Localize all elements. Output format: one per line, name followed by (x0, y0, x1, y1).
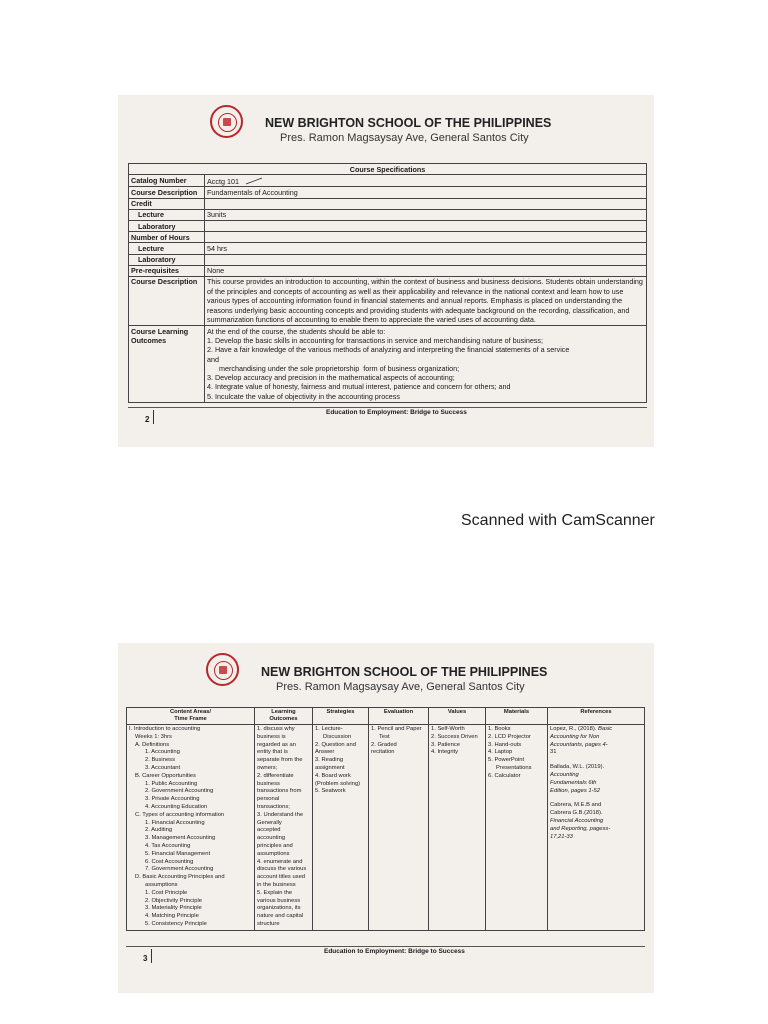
footer-tagline: Education to Employment: Bridge to Success (326, 409, 467, 416)
footer-rule (128, 407, 647, 408)
header-materials: Materials (486, 708, 548, 725)
header-strategies: Strategies (313, 708, 369, 725)
table-row (129, 243, 647, 254)
table-row (129, 198, 647, 209)
table-row (129, 254, 647, 265)
course-specifications-table (128, 163, 647, 403)
school-address: Pres. Ramon Magsaysay Ave, General Santos City (280, 132, 529, 144)
scanned-page-2 (118, 643, 654, 993)
learning-outcomes-label: Course Learning Outcomes (129, 326, 205, 403)
camscanner-watermark: Scanned with CamScanner (461, 512, 655, 529)
header-evaluation: Evaluation (369, 708, 429, 725)
learning-outcomes-list: At the end of the course, the students should be able to: 1. Develop the basic skills in accounting for transactions in service and merchandising nature of business; 2. Have a fair knowledge of the various methods of analyzing and interpreting the financial statements of a service and merchandising under the sole proprietorship form of business organization; 3. Develop accuracy and precision in the mathematical aspects of accounting; 4. Integrate value of honesty, fairness and mutual interest, patience and concern for others; and 5. Inculcate the value of objectivity in the accounting process (205, 326, 647, 403)
school-seal-logo (206, 653, 239, 686)
checkmark-stroke (245, 177, 263, 185)
course-description-text: This course provides an introduction to accounting, within the context of business and business decisions. Students obtain understanding of the principles and concepts of accounting as well as their applicability and relevance in the national context and learn how to use various types of accounting information found in financial statements and annual reports. Emphasis is placed on understanding the reasons underlying basic accounting concepts and providing students with adequate background on the recording, classification, and summarization functions of accounting to enable them to appreciate the varied uses of accounting data. (205, 276, 647, 325)
hours-lecture-value: 54 hrs (205, 243, 647, 254)
hours-lecture-label: Lecture (129, 243, 205, 254)
hours-laboratory-label: Laboratory (129, 254, 205, 265)
references-cell: Lopez, R., (2018). Basic Accounting for Non Accountants, pages 4- 31 Ballada, W.L. (2019). Accounting Fundamentals 6th Edition, pages 1-52 Cabrera, M.E.B and Cabrera G.B.(2018). Financial Accounting and Reporting, pagess- 17,21-33 (548, 725, 645, 931)
footer-rule (126, 946, 645, 947)
scanned-page-1 (118, 95, 654, 447)
content-areas-table (126, 707, 645, 931)
footer-tagline: Education to Employment: Bridge to Success (324, 948, 465, 955)
table-title: Course Specifications (129, 164, 647, 175)
page-number: 3 (143, 954, 148, 963)
credit-lecture-value: 3units (205, 209, 647, 220)
table-row (129, 175, 647, 187)
prerequisites-label: Pre-requisites (129, 265, 205, 276)
course-description-label: Course Description (129, 276, 205, 325)
table-row (129, 276, 647, 325)
school-name: NEW BRIGHTON SCHOOL OF THE PHILIPPINES (261, 665, 548, 679)
table-row (129, 265, 647, 276)
table-row (127, 725, 645, 931)
catalog-number-label: Catalog Number (129, 175, 205, 187)
school-name: NEW BRIGHTON SCHOOL OF THE PHILIPPINES (265, 116, 552, 130)
header-learning-outcomes: Learning Outcomes (255, 708, 313, 725)
table-header-row (127, 708, 645, 725)
catalog-number-value: Acctg 101 (205, 175, 647, 187)
header-values: Values (429, 708, 486, 725)
content-areas-cell: I. Introduction to accounting Weeks 1: 3hrs A. Definitions 1. Accounting 2. Business 3. Accountant B. Career Opportunities 1. Public Accounting 2. Government Accounting 3. Private Accounting 4. Accounting Education C. Types of accounting information 1. Financial Accounting 2. Auditing 3. Management Accounting 4. Tax Accounting 5. Financial Management 6. Cost Accounting 7. Government Accounting D. Basic Accounting Principles and assumptions 1. Cost Principle 2. Objectivity Principle 3. Materiality Principle 4. Matching Principle 5. Consistency Principle (127, 725, 255, 931)
table-row (129, 209, 647, 220)
values-cell: 1. Self-Worth 2. Success Driven 3. Patience 4. Integrity (429, 725, 486, 931)
strategies-cell: 1. Lecture- Discussion 2. Question and Answer 3. Reading assignment 4. Board work (Problem solving) 5. Seatwork (313, 725, 369, 931)
footer-bar (151, 949, 152, 963)
hours-label: Number of Hours (129, 232, 205, 243)
table-row (129, 326, 647, 403)
credit-laboratory-label: Laboratory (129, 220, 205, 231)
materials-cell: 1. Books 2. LCD Projector 3. Hand-outs 4. Laptop 5. PowerPoint Presentations 6. Calculator (486, 725, 548, 931)
prerequisites-value: None (205, 265, 647, 276)
header-references: References (548, 708, 645, 725)
table-row (129, 232, 647, 243)
credit-lecture-label: Lecture (129, 209, 205, 220)
learning-outcomes-cell: 1. discuss why business is regarded as an entity that is separate from the owners; 2. differentiate business transactions from personal transactions; 3. Understand the Generally accepted accounting principles and assumptions 4. enumerate and discuss the various account titles used in the business 5. Explain the various business organizations, its nature and capital structure (255, 725, 313, 931)
credit-label: Credit (129, 198, 205, 209)
course-title-value: Fundamentals of Accounting (205, 187, 647, 198)
school-seal-logo (210, 105, 243, 138)
footer-bar (153, 410, 154, 424)
page-number: 2 (145, 415, 150, 424)
school-address: Pres. Ramon Magsaysay Ave, General Santos City (276, 681, 525, 693)
evaluation-cell: 1. Pencil and Paper Test 2. Graded recitation (369, 725, 429, 931)
table-row (129, 187, 647, 198)
course-title-label: Course Description (129, 187, 205, 198)
table-row (129, 220, 647, 231)
header-content-areas: Content Areas/ Time Frame (127, 708, 255, 725)
